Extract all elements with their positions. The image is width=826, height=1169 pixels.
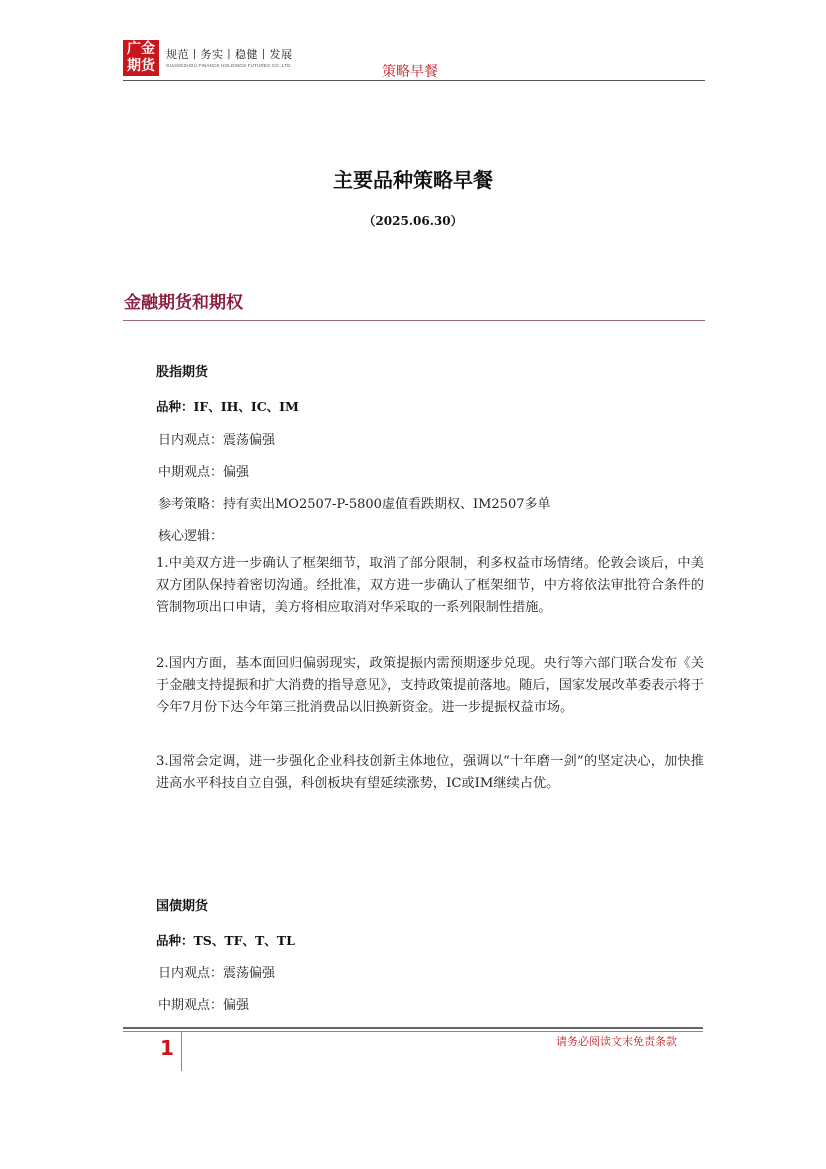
treasury-midterm-view: 中期观点：偏强 xyxy=(158,998,250,1013)
stock-index-variety: 品种：IF、IH、IC、IM xyxy=(156,399,299,414)
logic-point-1: 1.中美双方进一步确认了框架细节，取消了部分限制，利多权益市场情绪。伦敦会谈后，中美双方团队保持着密切沟通。经批准，双方进一步确认了框架细节，中方将依法审批符合条件的管制物项出口申请，美方将相应取消对华采取的一系列限制性措施。 xyxy=(156,556,704,615)
stock-index-intraday-view: 日内观点：震荡偏强 xyxy=(158,433,276,448)
header-divider xyxy=(123,80,705,81)
section-divider xyxy=(123,320,705,321)
treasury-heading: 国债期货 xyxy=(156,899,209,914)
stock-index-strategy: 参考策略：持有卖出MO2507-P-5800虚值看跌期权、IM2507多单 xyxy=(158,497,551,512)
company-slogan: 规范丨务实丨稳健丨发展 xyxy=(166,48,293,61)
core-logic-label: 核心逻辑： xyxy=(158,529,224,544)
company-logo xyxy=(123,40,159,76)
footer-vertical-divider xyxy=(181,1031,182,1071)
header-tag: 策略早餐 xyxy=(382,64,438,80)
stock-index-midterm-view: 中期观点：偏强 xyxy=(158,465,250,480)
logo-text-line1: 广金 xyxy=(127,41,155,57)
treasury-intraday-view: 日内观点：震荡偏强 xyxy=(158,966,276,981)
document-title: 主要品种策略早餐 xyxy=(333,168,493,192)
document-date: （2025.06.30） xyxy=(363,214,463,228)
footer-divider xyxy=(123,1027,703,1029)
logo-text-line2: 期货 xyxy=(127,58,155,74)
section-heading: 金融期货和期权 xyxy=(124,293,243,313)
page-number: 1 xyxy=(160,1036,174,1060)
logic-point-2: 2.国内方面，基本面回归偏弱现实，政策提振内需预期逐步兑现。央行等六部门联合发布《关于金融支持提振和扩大消费的指导意见》，支持政策提前落地。随后，国家发展改革委表示将于今年7月份下达今年第三批消费品以旧换新资金。进一步提振权益市场。 xyxy=(156,656,704,715)
treasury-variety: 品种：TS、TF、T、TL xyxy=(156,933,295,948)
stock-index-heading: 股指期货 xyxy=(156,365,209,380)
company-english-name: GUANGZHOU FINANCE HOLDINGS FUTURES CO.,LTD. xyxy=(166,63,293,68)
logic-point-3: 3.国常会定调，进一步强化企业科技创新主体地位，强调以“十年磨一剑”的坚定决心，加快推进高水平科技自立自强，科创板块有望延续涨势，IC或IM继续占优。 xyxy=(156,754,704,791)
footer-divider-thin xyxy=(123,1031,703,1032)
disclaimer-note: 请务必阅读文末免责条款 xyxy=(556,1035,677,1048)
